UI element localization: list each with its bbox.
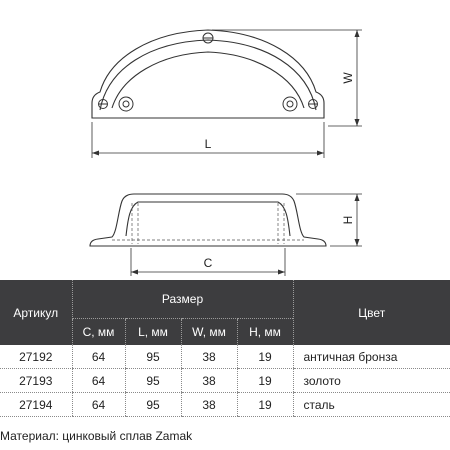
header-c: C, мм: [72, 319, 125, 346]
header-article: Артикул: [0, 280, 72, 345]
table-row: [0, 345, 450, 369]
cell-h: 19: [237, 369, 293, 393]
cell-c: 64: [72, 369, 125, 393]
table-row: [0, 393, 450, 417]
cell-c: 64: [72, 393, 125, 417]
dimension-label-h: H: [341, 215, 355, 225]
side-view-hidden-lines: [112, 203, 304, 244]
header-size: Размер: [72, 280, 293, 319]
header-l: L, мм: [125, 319, 181, 346]
cell-color: сталь: [293, 393, 450, 417]
cell-h: 19: [237, 393, 293, 417]
cell-l: 95: [125, 345, 181, 369]
screw-icon: [309, 100, 318, 109]
cell-w: 38: [181, 393, 237, 417]
cell-l: 95: [125, 369, 181, 393]
cell-article: 27193: [0, 369, 72, 393]
handle-side-view: [90, 194, 326, 246]
dimension-label-l: L: [204, 137, 212, 151]
header-h: H, мм: [237, 319, 293, 346]
material-note: Материал: цинковый сплав Zamak: [0, 429, 193, 443]
cell-c: 64: [72, 345, 125, 369]
dimension-line-w: [212, 30, 362, 126]
screw-icon: [203, 33, 213, 43]
table-row: [0, 369, 450, 393]
cell-article: 27194: [0, 393, 72, 417]
cell-w: 38: [181, 369, 237, 393]
mount-hole-icon: [283, 97, 297, 111]
cell-color: античная бронза: [293, 345, 450, 369]
dimension-label-w: W: [341, 72, 355, 84]
mount-hole-icon: [119, 97, 133, 111]
header-w: W, мм: [181, 319, 237, 346]
screw-icon: [99, 100, 108, 109]
dimension-label-c: C: [203, 256, 213, 270]
header-color: Цвет: [293, 280, 450, 345]
cell-w: 38: [181, 345, 237, 369]
cell-color: золото: [293, 369, 450, 393]
cell-h: 19: [237, 345, 293, 369]
cell-article: 27192: [0, 345, 72, 369]
spec-table: [0, 280, 450, 417]
cell-l: 95: [125, 393, 181, 417]
